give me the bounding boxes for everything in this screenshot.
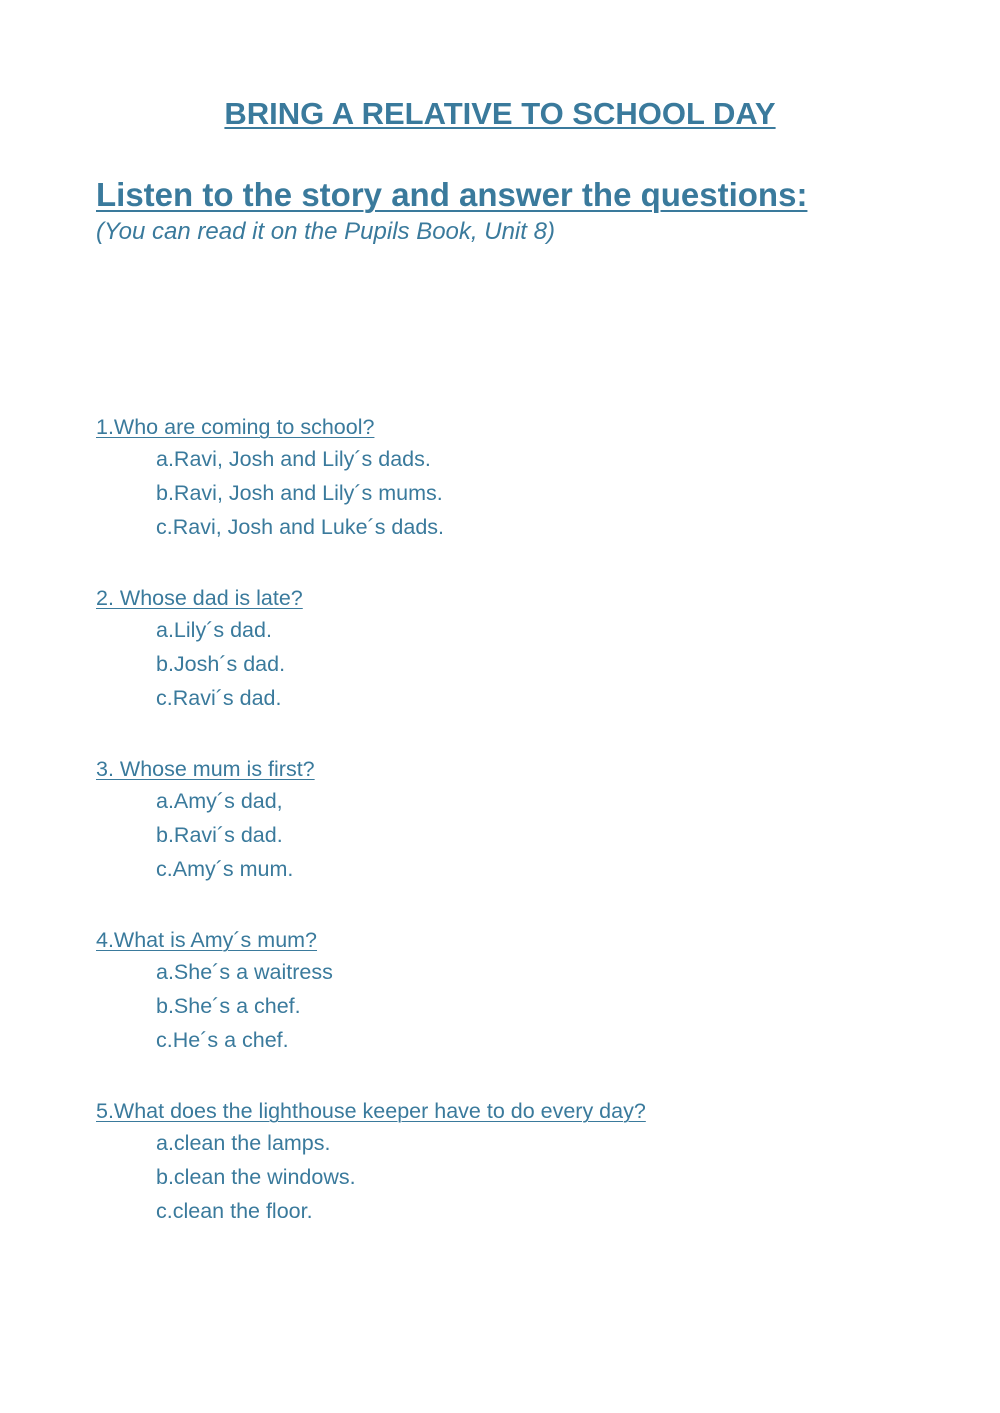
answer-option-b[interactable]: b.Ravi, Josh and Lily´s mums.: [156, 481, 443, 505]
question-text: 1.Who are coming to school?: [96, 415, 375, 439]
question-1: [96, 412, 956, 583]
answer-option-b[interactable]: b.Ravi´s dad.: [156, 823, 283, 847]
question-5: [96, 1096, 956, 1267]
answer-option-a[interactable]: a.She´s a waitress: [156, 960, 333, 984]
answer-option-c[interactable]: c.Amy´s mum.: [156, 857, 294, 881]
instruction-note: (You can read it on the Pupils Book, Unit 8): [96, 218, 555, 245]
answer-option-a[interactable]: a.clean the lamps.: [156, 1131, 331, 1155]
answer-option-c[interactable]: c.Ravi, Josh and Luke´s dads.: [156, 515, 445, 539]
question-text: 2. Whose dad is late?: [96, 586, 303, 610]
answer-option-c[interactable]: c.clean the floor.: [156, 1199, 313, 1223]
answer-option-a[interactable]: a.Amy´s dad,: [156, 789, 283, 813]
question-text: 4.What is Amy´s mum?: [96, 928, 318, 952]
instruction-heading: Listen to the story and answer the questions:: [96, 176, 808, 213]
answer-option-c[interactable]: c.He´s a chef.: [156, 1028, 289, 1052]
question-text: 5.What does the lighthouse keeper have to do every day?: [96, 1099, 646, 1123]
answer-option-b[interactable]: b.clean the windows.: [156, 1165, 356, 1189]
question-2: [96, 583, 956, 754]
worksheet-title: BRING A RELATIVE TO SCHOOL DAY: [224, 96, 776, 131]
question-list: [96, 412, 956, 1267]
answer-option-c[interactable]: c.Ravi´s dad.: [156, 686, 282, 710]
question-text: 3. Whose mum is first?: [96, 757, 315, 781]
question-3: [96, 754, 956, 925]
answer-option-a[interactable]: a.Ravi, Josh and Lily´s dads.: [156, 447, 431, 471]
answer-option-b[interactable]: b.She´s a chef.: [156, 994, 301, 1018]
answer-option-a[interactable]: a.Lily´s dad.: [156, 618, 272, 642]
answer-option-b[interactable]: b.Josh´s dad.: [156, 652, 286, 676]
question-4: [96, 925, 956, 1096]
